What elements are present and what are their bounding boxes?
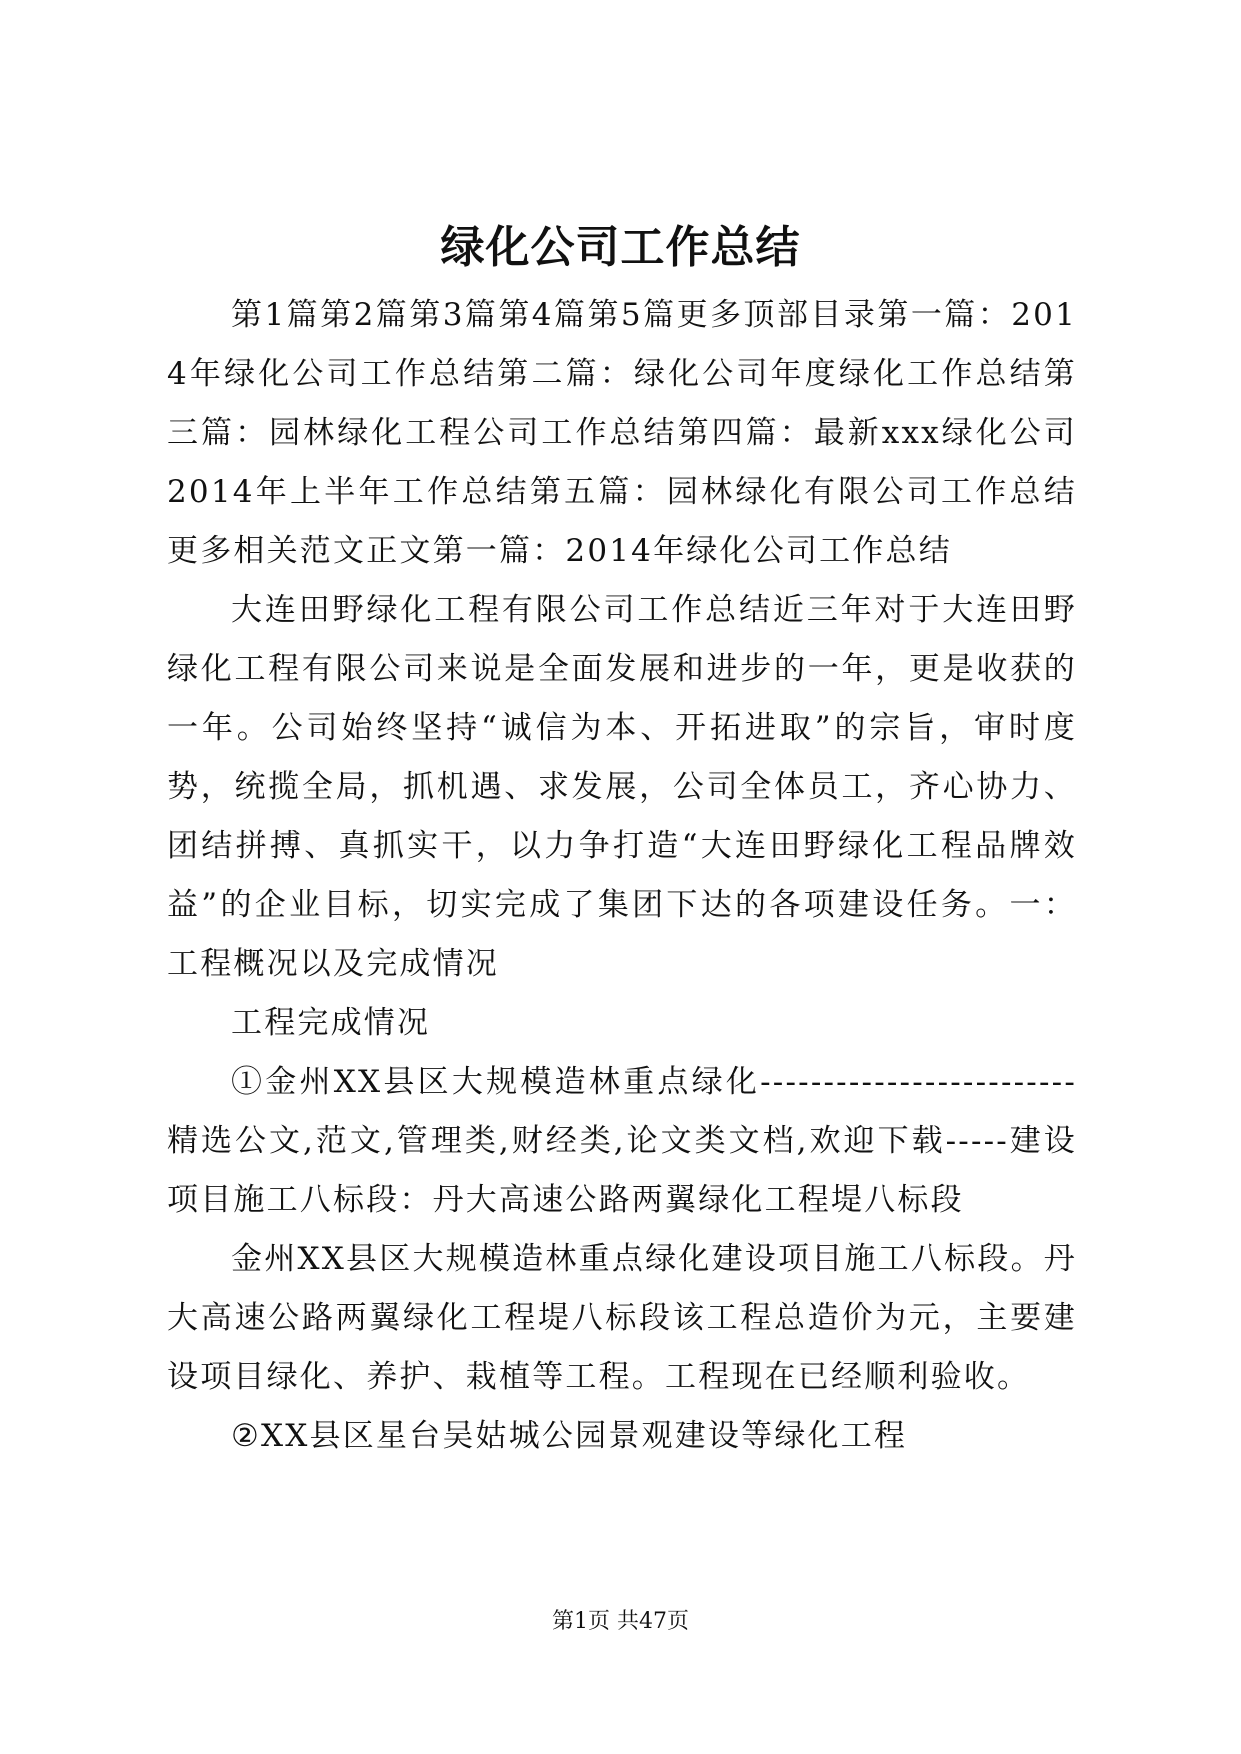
- page-title: 绿化公司工作总结: [440, 222, 801, 273]
- paragraph-project-1-detail: 金州XX县区大规模造林重点绿化建设项目施工八标段。丹大高速公路两翼绿化工程堤八标段该工程总造价为元，主要建设项目绿化、养护、栽植等工程。工程现在已经顺利验收。: [167, 1241, 1077, 1395]
- paragraph-project-1: ①金州XX县区大规模造林重点绿化-------------------------精选公文,范文,管理类,财经类,论文类文档,欢迎下载-----建设项目施工八标段：丹大高速公路两翼绿化工程堤八标段: [167, 1064, 1077, 1218]
- paragraph-toc: 第1篇第2篇第3篇第4篇第5篇更多顶部目录第一篇：2014年绿化公司工作总结第二篇：绿化公司年度绿化工作总结第三篇：园林绿化工程公司工作总结第四篇：最新xxx绿化公司2014年上半年工作总结第五篇：园林绿化有限公司工作总结更多相关范文正文第一篇：2014年绿化公司工作总结: [167, 297, 1077, 569]
- document-body: [167, 286, 1077, 1466]
- paragraph-project-2: ②XX县区星台吴姑城公园景观建设等绿化工程: [231, 1418, 908, 1454]
- paragraph-section-heading: 工程完成情况: [231, 1005, 431, 1041]
- page-footer: 第1页 共47页: [552, 1609, 689, 1634]
- paragraph-intro: 大连田野绿化工程有限公司工作总结近三年对于大连田野绿化工程有限公司来说是全面发展和进步的一年，更是收获的一年。公司始终坚持“诚信为本、开拓进取”的宗旨，审时度势，统揽全局，抓机遇、求发展，公司全体员工，齐心协力、团结拼搏、真抓实干，以力争打造“大连田野绿化工程品牌效益”的企业目标，切实完成了集团下达的各项建设任务。一：工程概况以及完成情况: [167, 592, 1077, 982]
